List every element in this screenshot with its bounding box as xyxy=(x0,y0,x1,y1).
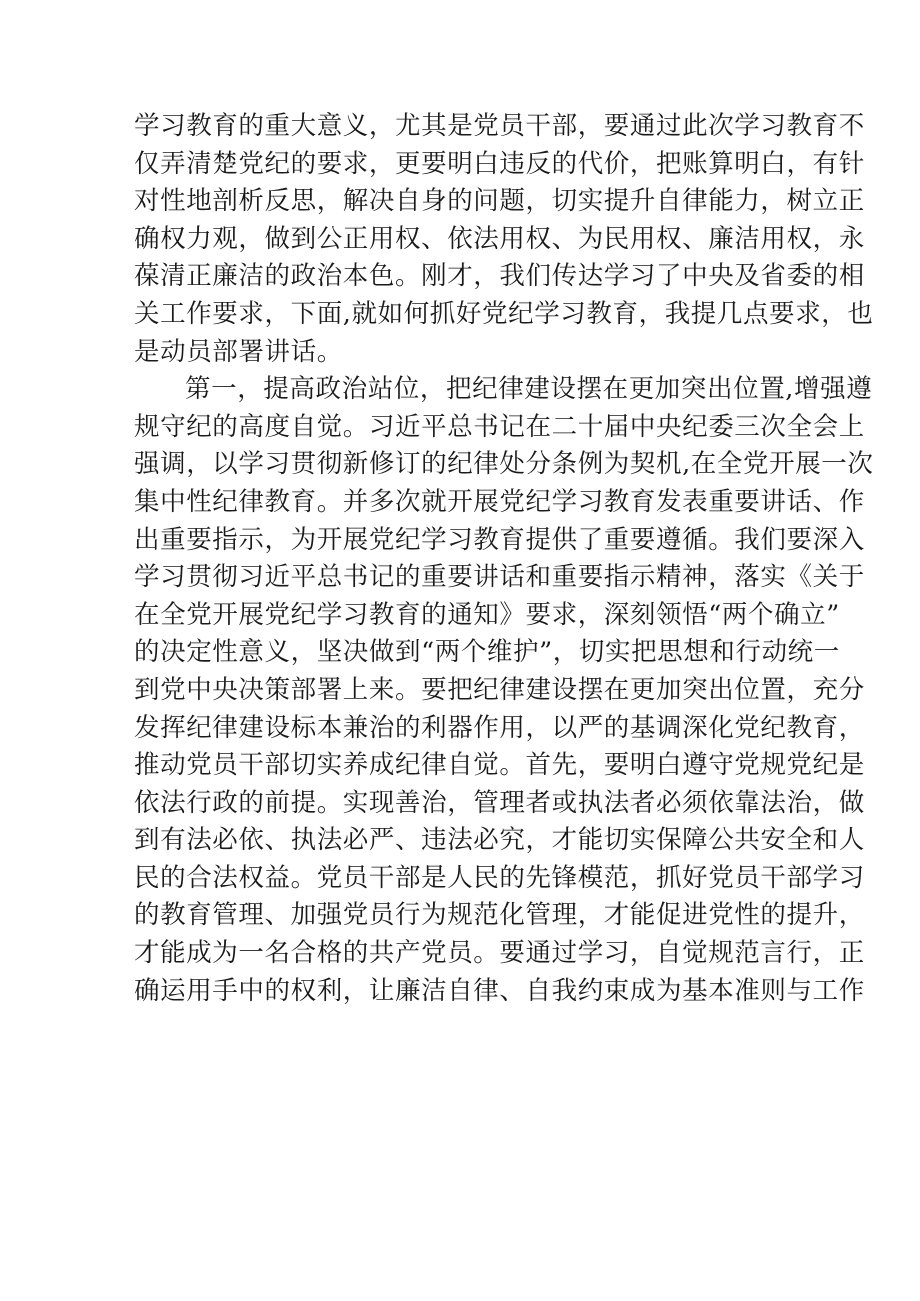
text-line: 仅弄清楚党纪的要求，更要明白违反的代价，把账算明白，有针 xyxy=(134,148,865,179)
text-line: 对性地剖析反思，解决自身的问题，切实提升自律能力，树立正 xyxy=(134,186,865,217)
text-line: 关工作要求，下面,就如何抓好党纪学习教育，我提几点要求，也 xyxy=(134,298,874,329)
text-line: 是动员部署讲话。 xyxy=(134,336,343,367)
text-line: 到有法必依、执法必严、违法必究，才能切实保障公共安全和人 xyxy=(134,825,865,856)
text-line: 发挥纪律建设标本兼治的利器作用，以严的基调深化党纪教育， xyxy=(134,712,865,743)
text-line: 第一，提高政治站位，把纪律建设摆在更加突出位置,增强遵 xyxy=(185,374,873,405)
text-line: 推动党员干部切实养成纪律自觉。首先，要明白遵守党规党纪是 xyxy=(134,750,865,781)
text-line: 确权力观，做到公正用权、依法用权、为民用权、廉洁用权，永 xyxy=(134,223,865,254)
text-line: 民的合法权益。党员干部是人民的先锋模范，抓好党员干部学习 xyxy=(134,862,865,893)
text-line: 依法行政的前提。实现善治，管理者或执法者必须依靠法治，做 xyxy=(134,787,865,818)
text-line: 规守纪的高度自觉。习近平总书记在二十届中央纪委三次全会上 xyxy=(134,411,865,442)
body-text xyxy=(134,108,874,1010)
text-line: 强调，以学习贯彻新修订的纪律处分条例为契机,在全党开展一次 xyxy=(134,449,874,480)
text-line: 到党中央决策部署上来。要把纪律建设摆在更加突出位置，充分 xyxy=(134,674,865,705)
text-line: 确运用手中的权利，让廉洁自律、自我约束成为基本准则与工作 xyxy=(134,975,865,1006)
text-line: 在全党开展党纪学习教育的通知》要求，深刻领悟“两个确立” xyxy=(134,599,840,630)
text-line: 集中性纪律教育。并多次就开展党纪学习教育发表重要讲话、作 xyxy=(134,486,865,517)
text-line: 学习贯彻习近平总书记的重要讲话和重要指示精神，落实《关于 xyxy=(134,562,865,593)
text-line: 的教育管理、加强党员行为规范化管理，才能促进党性的提升， xyxy=(134,900,865,931)
text-line: 学习教育的重大意义，尤其是党员干部，要通过此次学习教育不 xyxy=(134,111,865,141)
text-line: 的决定性意义，坚决做到“两个维护”，切实把思想和行动统一 xyxy=(134,637,840,668)
text-line: 才能成为一名合格的共产党员。要通过学习，自觉规范言行，正 xyxy=(134,938,865,969)
paragraph-intro xyxy=(134,108,874,371)
text-line: 出重要指示，为开展党纪学习教育提供了重要遵循。我们要深入 xyxy=(134,524,865,555)
paragraph-first-point xyxy=(134,371,874,1010)
text-line: 葆清正廉洁的政治本色。刚才，我们传达学习了中央及省委的相 xyxy=(134,261,865,292)
